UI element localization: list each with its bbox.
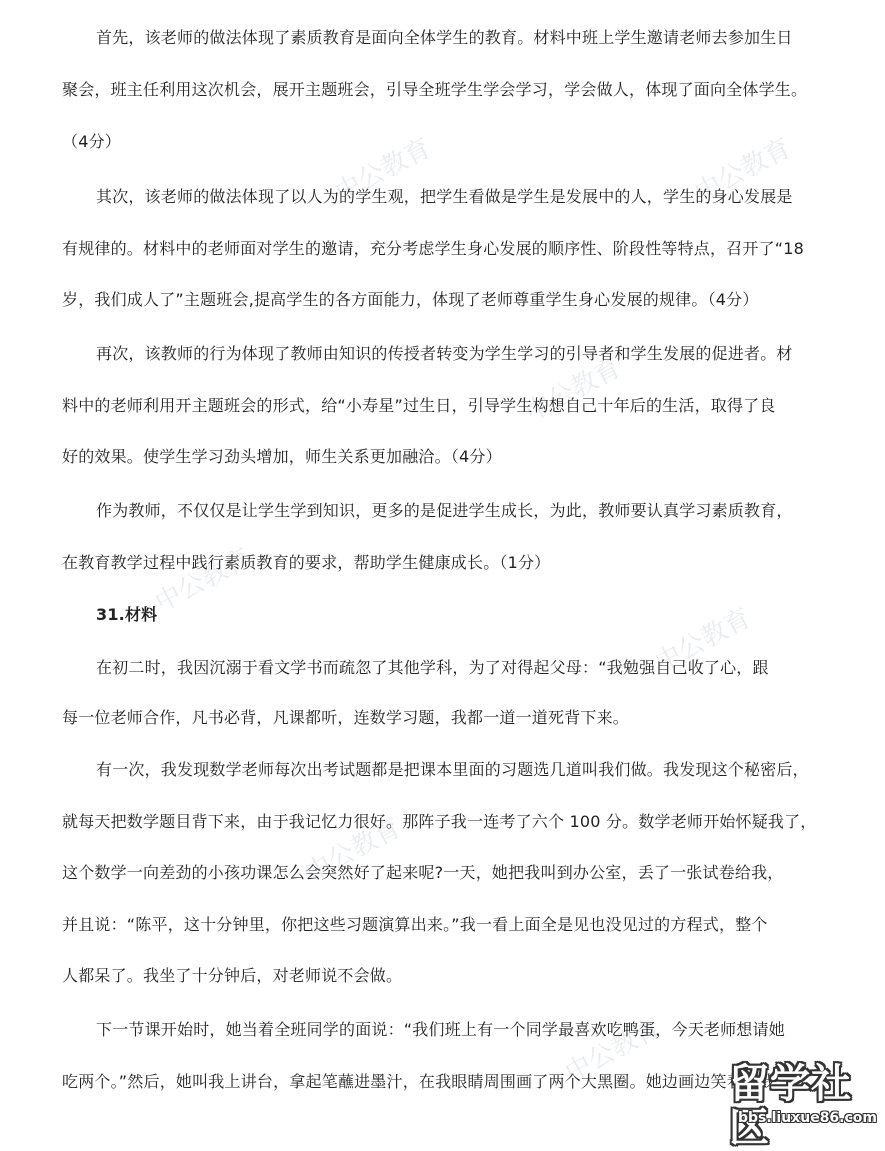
text-line: 每一位老师合作，凡书必背，凡课都听，连数学习题，我都一道一道死背下来。 xyxy=(62,708,630,727)
text-line: 其次，该老师的做法体现了以人为的学生观，把学生看做是学生是发展中的人，学生的身心发展是 xyxy=(96,187,793,206)
watermark-text: 中公教育 xyxy=(690,133,797,209)
text-line: 有规律的。材料中的老师面对学生的邀请，充分考虑学生身心发展的顺序性、阶段性等特点，召开了“18 xyxy=(62,239,805,258)
logo-main-text: 留学社区 xyxy=(729,1061,852,1151)
text-line: 聚会，班主任利用这次机会，展开主题班会，引导全班学生学会学习，学会做人，体现了面向全体学生。 xyxy=(62,80,808,99)
text-line: 料中的老师利用开主题班会的形式，给“小寿星”过生日，引导学生构想自己十年后的生活，取得了良 xyxy=(62,396,776,415)
watermark-text: 中公教育 xyxy=(330,133,437,209)
text-line: 并且说：“陈平，这十分钟里，你把这些习题演算出来。”我一看上面全是见也没见过的方程式，整个 xyxy=(62,915,768,934)
watermark-text: 中公教育 xyxy=(150,543,257,619)
watermark-text: 中公教育 xyxy=(560,1013,667,1089)
text-line: 吃两个。”然后，她叫我上讲台，拿起笔蘸进墨汁，在我眼睛周围画了两个大黑圈。她边画边笑着对我 xyxy=(62,1072,776,1091)
watermark-text: 中公教育 xyxy=(300,813,407,889)
logo-sub-text: bbs.liuxue86.com xyxy=(737,1110,877,1126)
text-line: 岁，我们成人了”主题班会,提高学生的各方面能力，体现了老师尊重学生身心发展的规律。（4分） xyxy=(62,290,759,309)
text-line: 好的效果。使学生学习劲头增加，师生关系更加融洽。（4分） xyxy=(62,447,502,466)
watermark-text: 中公教育 xyxy=(520,353,627,429)
text-line: 在教育教学过程中践行素质教育的要求，帮助学生健康成长。（1分） xyxy=(62,553,551,572)
watermark-text: 中公教育 xyxy=(650,603,757,679)
text-line: （4分） xyxy=(62,132,121,151)
text-line: 再次，该教师的行为体现了教师由知识的传授者转变为学生学习的引导者和学生发展的促进者。材 xyxy=(96,344,793,363)
text-line: 作为教师，不仅仅是让学生学到知识，更多的是促进学生成长，为此，教师要认真学习素质教育， xyxy=(96,501,793,520)
text-line: 人都呆了。我坐了十分钟后，对老师说不会做。 xyxy=(62,966,403,985)
text-line: 首先，该老师的做法体现了素质教育是面向全体学生的教育。材料中班上学生邀请老师去参加生日 xyxy=(96,28,793,47)
text-line: 这个数学一向差劲的小孩功课怎么会突然好了起来呢?一天，她把我叫到办公室，丢了一张试卷给我， xyxy=(62,863,784,882)
site-logo xyxy=(729,1061,879,1151)
text-line: 就每天把数学题目背下来，由于我记忆力很好。那阵子我一连考了六个 100 分。数学老师开始怀疑我了， xyxy=(62,812,817,831)
section-heading: 31.材料 xyxy=(96,605,158,624)
text-line: 下一节课开始时，她当着全班同学的面说：“我们班上有一个同学最喜欢吃鸭蛋，今天老师想请她 xyxy=(96,1020,785,1039)
text-line: 有一次，我发现数学老师每次出考试题都是把课本里面的习题选几道叫我们做。我发现这个秘密后， xyxy=(96,760,809,779)
text-line: 在初二时，我因沉溺于看文学书而疏忽了其他学科，为了对得起父母：“我勉强自己收了心，跟 xyxy=(96,658,769,677)
